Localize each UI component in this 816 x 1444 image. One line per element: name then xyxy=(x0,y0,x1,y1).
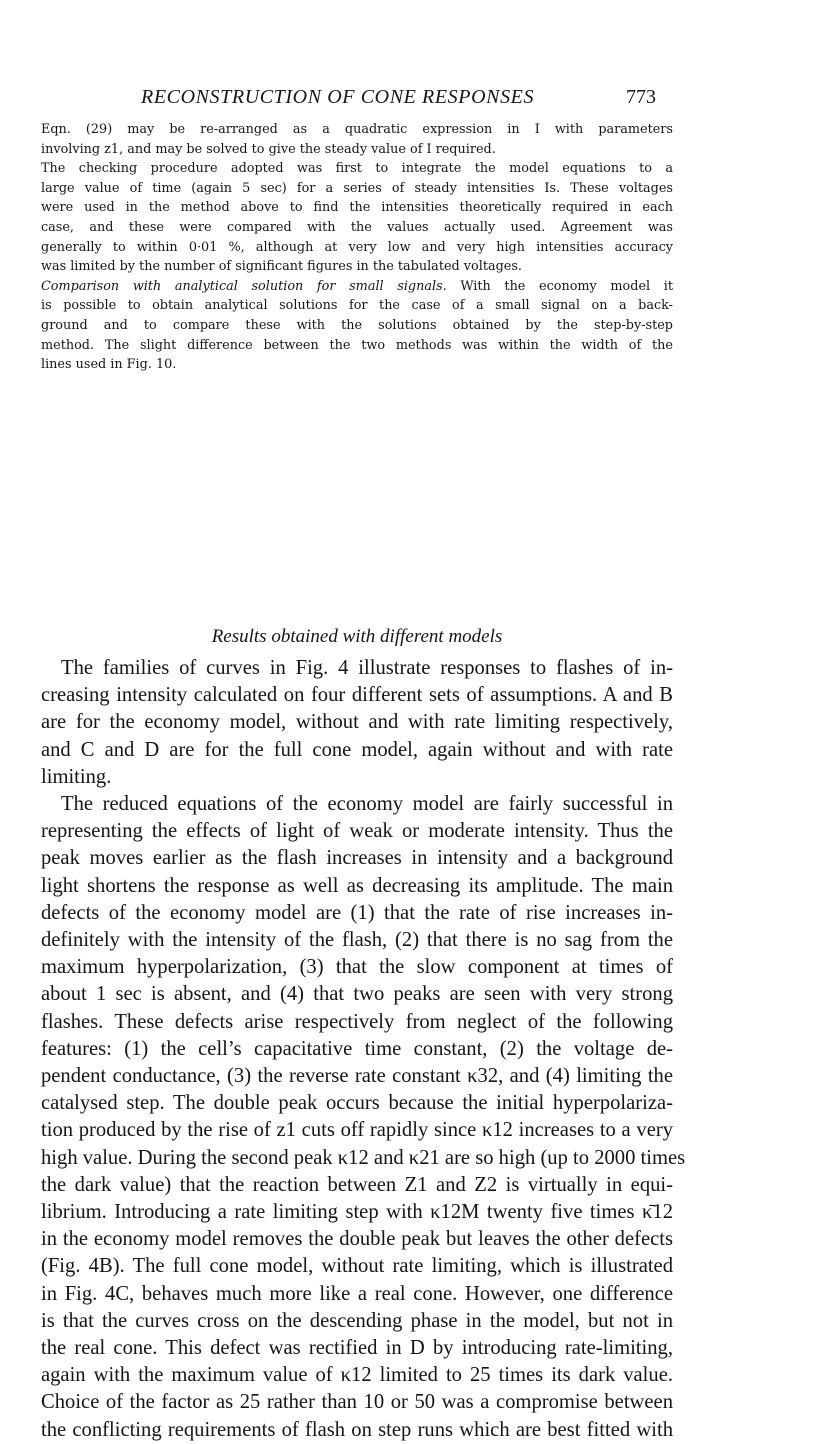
text-line: creasing intensity calculated on four different sets of assumptions. A and B xyxy=(41,684,673,707)
text-line: The reduced equations of the economy model are fairly successful in xyxy=(61,793,673,816)
text-line: generally to within 0·01 %, although at very low and very high intensities accuracy xyxy=(41,239,673,255)
text-fragment: With the economy model it xyxy=(446,278,673,294)
text-line: Choice of the factor as 25 rather than 10 or 50 was a compromise between xyxy=(41,1391,673,1414)
body-block xyxy=(41,655,686,1444)
text-line: catalysed step. The double peak occurs because the initial hyperpolariza- xyxy=(41,1092,673,1115)
text-line: Eqn. (29) may be re-arranged as a quadratic expression in I with parameters xyxy=(41,122,673,137)
small-paragraph-3 xyxy=(41,277,673,375)
text-line: was limited by the number of significant figures in the tabulated voltages. xyxy=(41,259,522,275)
text-line: are for the economy model, without and with rate limiting respectively, xyxy=(41,711,673,734)
text-line: light shortens the response as well as decreasing its amplitude. The main xyxy=(41,874,673,897)
text-line: maximum hyperpolarization, (3) that the slow component at times of xyxy=(41,956,673,979)
text-line: pendent conductance, (3) the reverse rate constant κ32, and (4) limiting the xyxy=(41,1065,673,1088)
section-heading: Results obtained with different models xyxy=(211,626,503,647)
body-paragraph-2 xyxy=(41,791,686,1444)
text-line: defects of the economy model are (1) that the rate of rise increases in- xyxy=(41,901,673,924)
text-line: method. The slight difference between the two methods was within the width of the xyxy=(41,337,673,353)
text-line: about 1 sec is absent, and (4) that two peaks are seen with very strong xyxy=(41,983,673,1006)
text-line: ground and to compare these with the solutions obtained by the step-by-step xyxy=(41,317,673,333)
text-line: definitely with the intensity of the flash, (2) that there is no sag from the xyxy=(41,929,673,952)
text-line: the real cone. This defect was rectified in D by introducing rate-limiting, xyxy=(41,1337,673,1360)
run-in-heading: Comparison with analytical solution for small signals. xyxy=(41,278,447,294)
text-line: is possible to obtain analytical solutions for the case of a small signal on a back- xyxy=(41,298,673,314)
text-line: The families of curves in Fig. 4 illustrate responses to flashes of in- xyxy=(61,657,673,679)
page-number: 773 xyxy=(626,86,656,108)
text-line: representing the effects of light of weak or moderate intensity. Thus the xyxy=(41,820,673,843)
text-line: tion produced by the rise of z1 cuts off rapidly since κ12 increases to a very xyxy=(41,1119,673,1142)
small-paragraph-2 xyxy=(41,159,673,277)
text-line: the conflicting requirements of flash on step runs which are best fitted with xyxy=(41,1418,673,1441)
text-line: flashes. These defects arise respectively from neglect of the following xyxy=(41,1010,673,1033)
body-paragraph-1 xyxy=(41,655,673,791)
text-line: is that the curves cross on the descending phase in the model, but not in xyxy=(41,1309,673,1332)
text-line: large value of time (again 5 sec) for a series of steady intensities Is. These voltages xyxy=(41,180,673,196)
text-line: high value. During the second peak κ12 and κ21 are so high (up to 2000 times xyxy=(41,1146,686,1169)
text-line: peak moves earlier as the flash increases in intensity and a background xyxy=(41,847,673,870)
text-line: and C and D are for the full cone model, again without and with rate xyxy=(41,738,673,761)
text-line: The checking procedure adopted was first to integrate the model equations to a xyxy=(41,161,673,177)
text-line xyxy=(41,277,673,297)
text-line: were used in the method above to find the intensities theoretically required in each xyxy=(41,200,673,216)
running-header-title: RECONSTRUCTION OF CONE RESPONSES xyxy=(141,86,535,108)
text-line: the dark value) that the reaction between Z1 and Z2 is virtually in equi- xyxy=(41,1173,673,1196)
text-line: in the economy model removes the double peak but leaves the other defects xyxy=(41,1228,673,1251)
text-line: again with the maximum value of κ12 limited to 25 times its dark value. xyxy=(41,1364,673,1387)
text-line: involving z1, and may be solved to give the steady value of I required. xyxy=(41,141,496,157)
small-print-block xyxy=(41,120,673,375)
text-line: (Fig. 4B). The full cone model, without rate limiting, which is illustrated xyxy=(41,1255,673,1278)
text-line: lines used in Fig. 10. xyxy=(41,357,177,373)
text-line: case, and these were compared with the values actually used. Agreement was xyxy=(41,219,673,235)
text-line: in Fig. 4C, behaves much more like a real cone. However, one difference xyxy=(41,1282,673,1305)
text-line: features: (1) the cell’s capacitative time constant, (2) the voltage de- xyxy=(41,1037,673,1060)
text-line: limiting. xyxy=(41,765,112,788)
small-paragraph-1 xyxy=(41,120,673,159)
text-line: librium. Introducing a rate limiting step with κ12M twenty five times κ̄12 xyxy=(41,1201,673,1224)
